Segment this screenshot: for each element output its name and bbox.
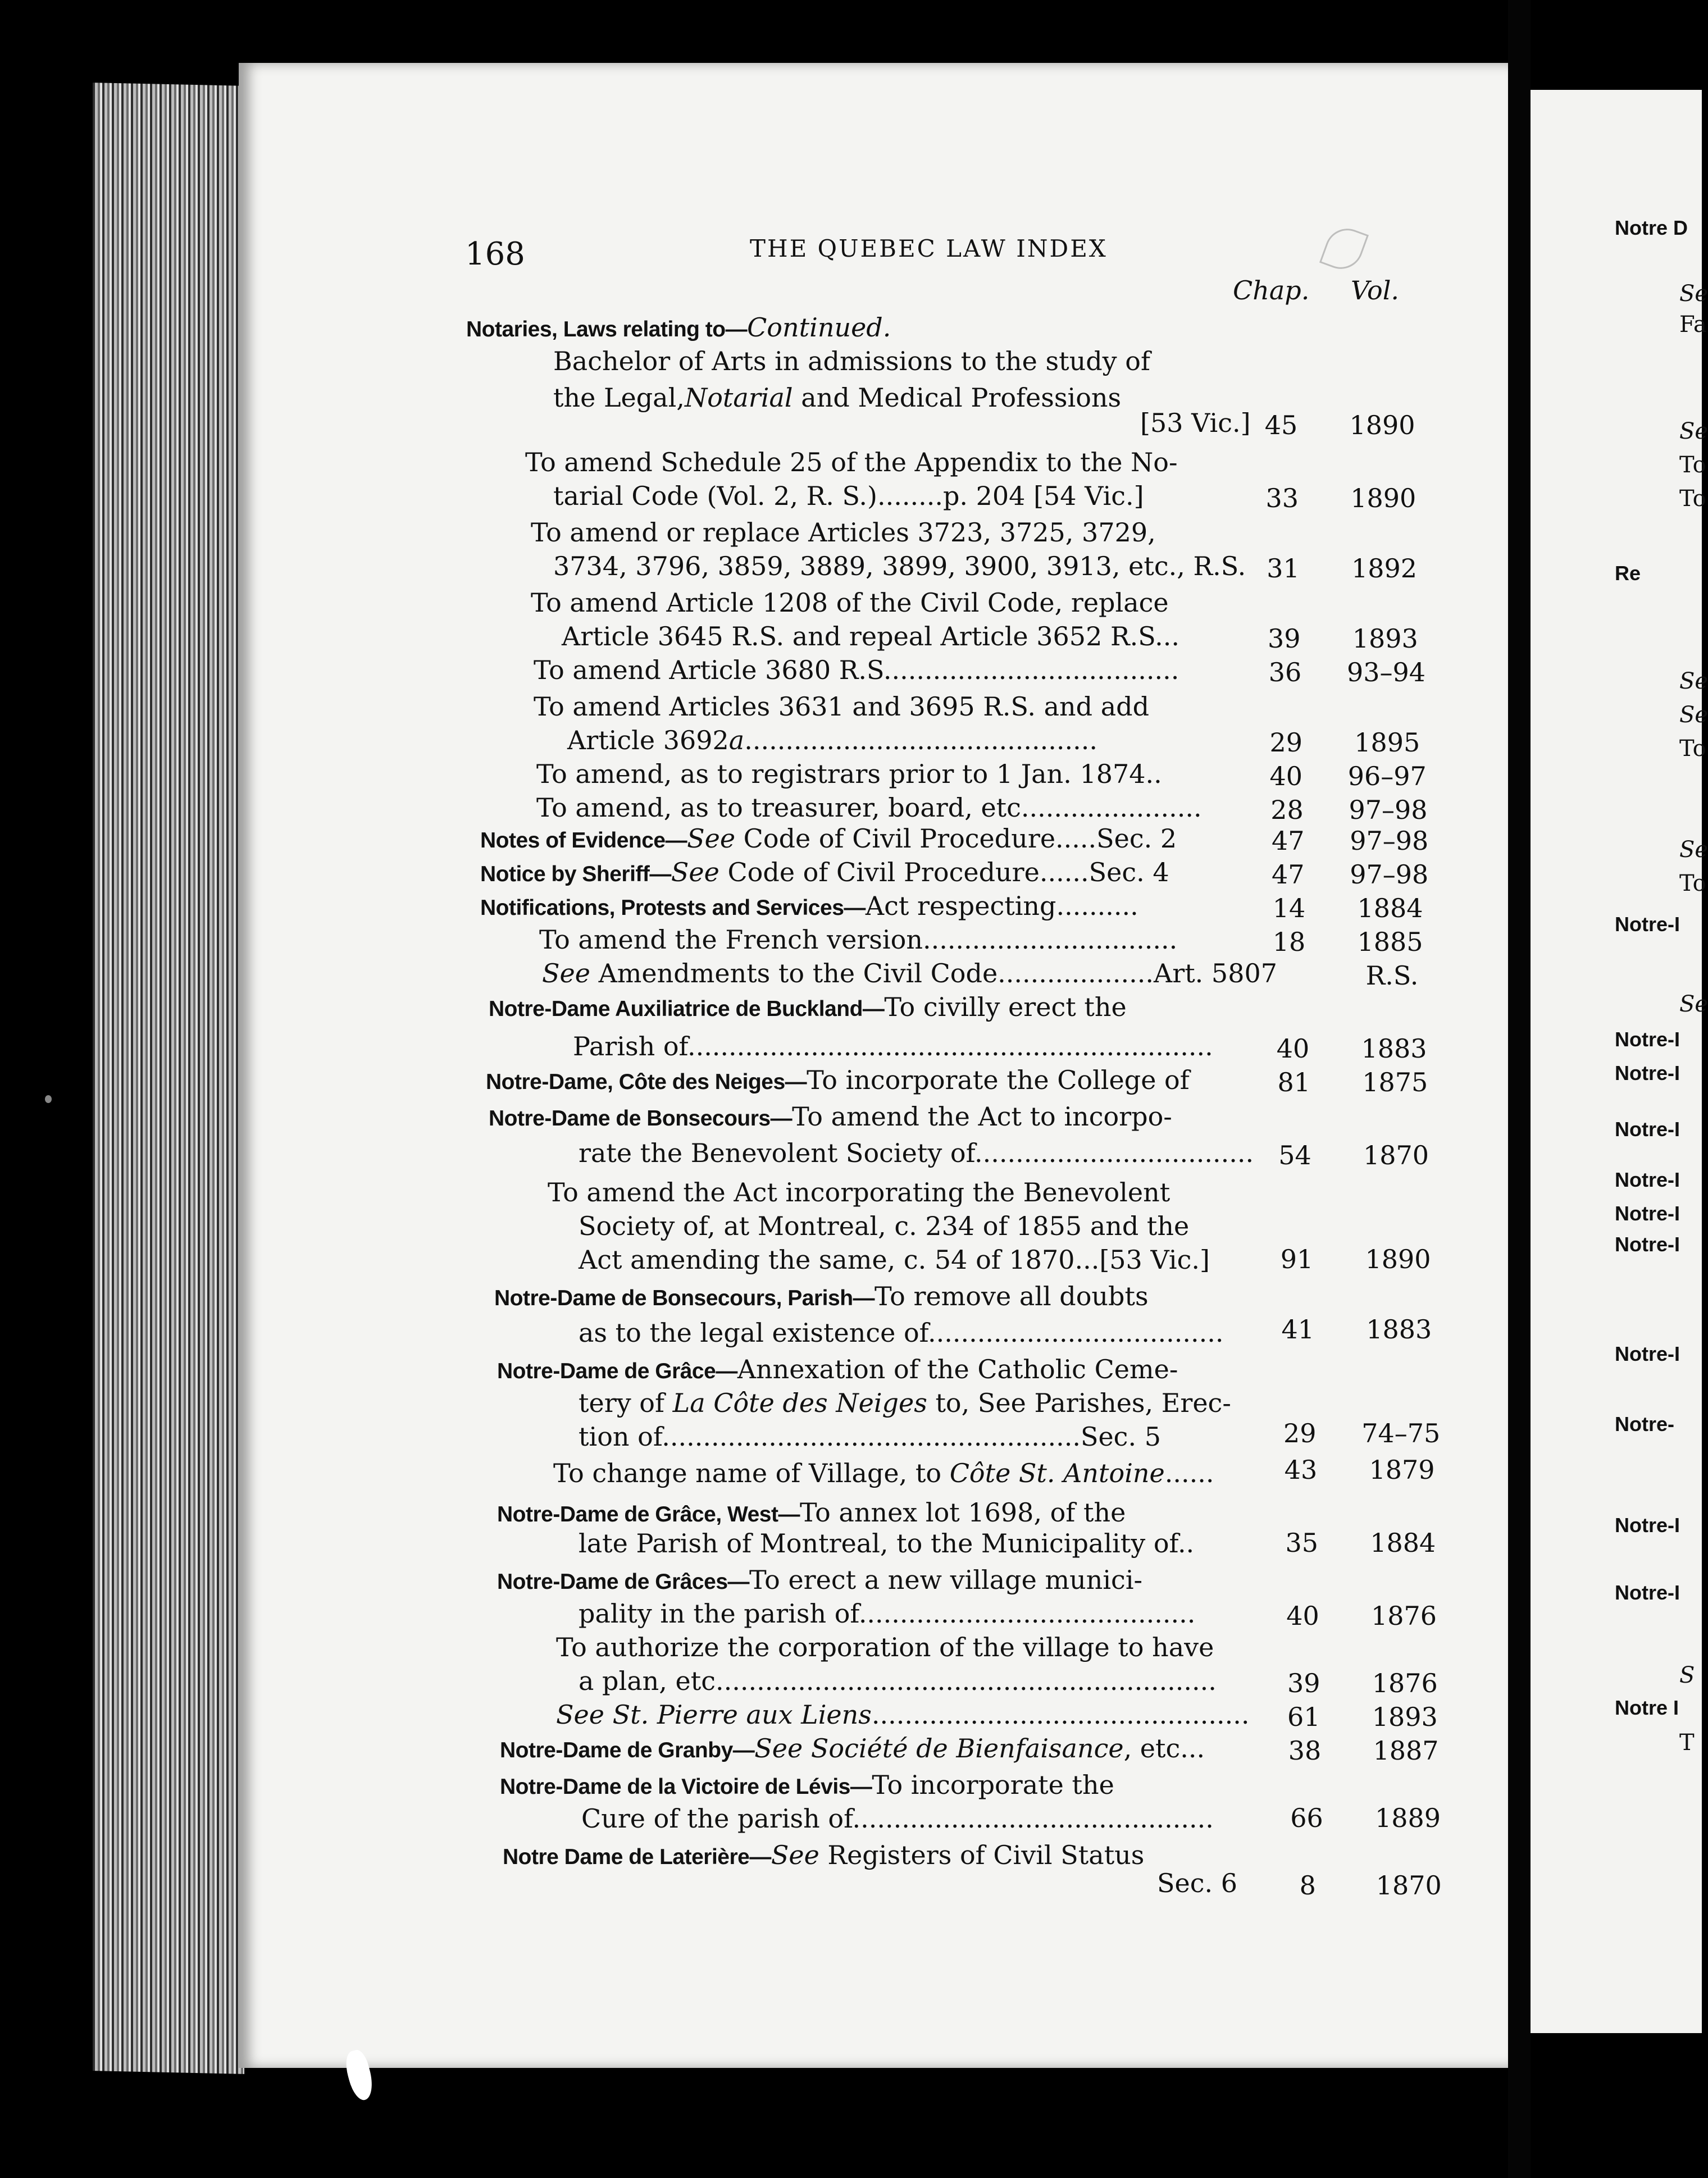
chapter-number: 81 xyxy=(1277,1067,1311,1097)
index-headword-line xyxy=(480,893,1138,919)
volume-year: 1883 xyxy=(1361,1033,1427,1064)
index-headword-line xyxy=(500,1772,1114,1798)
volume-year: 1876 xyxy=(1372,1668,1438,1698)
index-entry-line xyxy=(579,1421,1161,1452)
index-entry-line xyxy=(531,517,1156,548)
chapter-number: 91 xyxy=(1280,1244,1314,1274)
chapter-number: 39 xyxy=(1267,623,1301,654)
chapter-number: 41 xyxy=(1281,1314,1315,1345)
entry-italic-text: Côte St. Antoine xyxy=(949,1458,1165,1488)
entry-text-continued: ...... xyxy=(1164,1458,1214,1488)
book-page-edges xyxy=(93,83,244,2074)
chapter-number: 43 xyxy=(1284,1455,1318,1485)
index-headword-line xyxy=(497,1356,1178,1382)
volume-year: 1892 xyxy=(1351,553,1418,584)
chapter-number: 38 xyxy=(1288,1735,1322,1766)
entry-text-continued: Amendments to the Civil Code...................Art. 5807 xyxy=(590,958,1277,988)
index-entry-line xyxy=(573,1033,1213,1059)
entry-text: as to the legal existence of.................................... xyxy=(579,1318,1224,1348)
index-entry-line xyxy=(539,924,1178,955)
facing-page-fragment: Notre-I xyxy=(1615,1028,1680,1051)
entry-text: To amend, as to registrars prior to 1 Jan. 1874.. xyxy=(536,759,1162,789)
chapter-number: 14 xyxy=(1272,893,1306,923)
entry-text: Society of, at Montreal, c. 234 of 1855 and the xyxy=(579,1211,1190,1241)
facing-page-fragment: Notre-I xyxy=(1615,913,1680,936)
entry-text: 3734, 3796, 3859, 3889, 3899, 3900, 3913, etc., R.S. xyxy=(553,551,1246,581)
headword: Notre-Dame de Grâces— xyxy=(497,1570,750,1594)
headword: Notre-Dame de Grâce, West— xyxy=(497,1502,800,1527)
entry-text-continued: To amend the Act to incorpo- xyxy=(792,1101,1172,1132)
entry-text-continued: Annexation of the Catholic Ceme- xyxy=(737,1354,1178,1384)
index-entry-line xyxy=(553,483,1144,509)
entry-text: Bachelor of Arts in admissions to the study of xyxy=(553,346,1151,376)
entry-text: Cure of the parish of............................................ xyxy=(581,1803,1214,1834)
chapter-number: 33 xyxy=(1265,483,1299,513)
entry-text-continued: Act respecting.......... xyxy=(865,891,1138,921)
volume-year: 1884 xyxy=(1357,893,1423,923)
book-gutter xyxy=(1508,0,1531,2178)
index-entry-line xyxy=(536,792,1202,823)
facing-page-fragment: Re xyxy=(1615,562,1641,585)
index-headword-line xyxy=(466,312,891,343)
index-entry-line xyxy=(579,1668,1217,1694)
entry-italic-text: La Côte des Neiges xyxy=(672,1388,927,1418)
index-entry-line xyxy=(553,382,1122,413)
volume-year: 1889 xyxy=(1374,1803,1441,1833)
facing-page-fragment: To xyxy=(1679,736,1706,762)
entry-italic-text: See Société de Bienfaisance xyxy=(754,1733,1124,1764)
chapter-number: 36 xyxy=(1268,657,1302,687)
headword: Notifications, Protests and Services— xyxy=(480,896,866,920)
entry-text: Act amending the same, c. 54 of 1870...[53 Vic.] xyxy=(579,1245,1210,1275)
facing-page-fragment: Notre-I xyxy=(1615,1168,1680,1191)
volume-year: R.S. xyxy=(1365,960,1419,991)
entry-text-continued: To incorporate the xyxy=(872,1770,1114,1800)
entry-text-continued: and Medical Professions xyxy=(792,382,1122,413)
index-entry-line xyxy=(579,1140,1254,1166)
headword: Notre-Dame de Granby— xyxy=(500,1738,755,1762)
volume-year: 1875 xyxy=(1362,1067,1428,1097)
index-entry-line xyxy=(534,691,1150,722)
entry-text: rate the Benevolent Society of.................................. xyxy=(579,1138,1254,1168)
facing-page-fragment: Notre- xyxy=(1615,1412,1674,1436)
chapter-number: 18 xyxy=(1272,927,1306,957)
index-headword-line xyxy=(497,1567,1142,1593)
facing-page-fragment: To xyxy=(1679,486,1706,512)
chapter-number: 61 xyxy=(1287,1702,1320,1732)
facing-page-fragment: Se xyxy=(1679,281,1708,307)
entry-text: Article 3692 xyxy=(567,725,729,755)
facing-page-fragment: To xyxy=(1679,871,1706,896)
chapter-number: 40 xyxy=(1276,1033,1310,1064)
volume-year: 97–98 xyxy=(1350,826,1429,856)
index-headword-line xyxy=(480,823,1177,854)
facing-page-fragment: Notre-I xyxy=(1615,1202,1680,1225)
entry-text: Parish of................................................................ xyxy=(573,1031,1213,1061)
volume-year: 1893 xyxy=(1352,623,1418,654)
volume-year: 93–94 xyxy=(1346,657,1426,687)
entry-text: late Parish of Montreal, to the Municipality of.. xyxy=(579,1528,1195,1559)
chapter-number: 28 xyxy=(1270,795,1304,825)
volume-year: 1879 xyxy=(1369,1455,1435,1485)
volume-year: 1895 xyxy=(1354,727,1420,758)
entry-text-continued: To civilly erect the xyxy=(884,992,1127,1022)
chapter-number: 66 xyxy=(1290,1803,1323,1833)
headword: Notre-Dame, Côte des Neiges— xyxy=(486,1070,807,1094)
entry-text: [53 Vic.] xyxy=(1140,408,1251,438)
entry-text: To amend the French version............................... xyxy=(539,924,1178,955)
entry-text-continued: , etc... xyxy=(1123,1733,1205,1764)
facing-page-fragment: Notre-I xyxy=(1615,1514,1680,1537)
facing-page xyxy=(1531,90,1708,2033)
running-head: THE QUEBEC LAW INDEX xyxy=(750,235,1108,262)
entry-text-continued: Code of Civil Procedure......Sec. 4 xyxy=(719,857,1169,887)
index-entry-line xyxy=(553,553,1246,579)
headword: Notre Dame de Laterière— xyxy=(503,1845,771,1869)
entry-text: To amend Articles 3631 and 3695 R.S. and add xyxy=(534,691,1150,722)
chapter-number: 29 xyxy=(1283,1418,1317,1448)
entry-italic-text: See xyxy=(671,857,719,887)
entry-text: a plan, etc............................................................. xyxy=(579,1666,1217,1696)
chapter-number: 35 xyxy=(1285,1528,1319,1558)
volume-year: 1890 xyxy=(1365,1244,1431,1274)
index-headword-line xyxy=(489,1101,1172,1132)
volume-year: 1883 xyxy=(1366,1314,1432,1345)
index-headword-line xyxy=(489,994,1127,1020)
entry-text: the Legal, xyxy=(553,382,685,413)
facing-page-fragment: T xyxy=(1679,1730,1695,1756)
volume-year: 1890 xyxy=(1349,410,1415,440)
volume-year: 1887 xyxy=(1373,1735,1439,1766)
facing-page-fragment: Se xyxy=(1679,991,1708,1017)
index-entry-line xyxy=(525,449,1178,475)
volume-year: 97–98 xyxy=(1350,859,1429,890)
chapter-number: 29 xyxy=(1269,727,1303,758)
index-headword-line xyxy=(497,1497,1126,1528)
entry-text-continued: To erect a new village munici- xyxy=(749,1565,1143,1595)
index-headword-line xyxy=(494,1283,1149,1309)
entry-text-continued: Code of Civil Procedure.....Sec. 2 xyxy=(735,823,1177,854)
index-entry-line xyxy=(567,727,1097,753)
entry-text: pality in the parish of......................................... xyxy=(579,1598,1196,1629)
chapter-number: 45 xyxy=(1264,410,1298,440)
entry-text: To authorize the corporation of the village to have xyxy=(556,1632,1214,1662)
volume-year: 1870 xyxy=(1363,1140,1429,1170)
facing-page-fragment: S xyxy=(1679,1662,1695,1688)
headword: Notice by Sheriff— xyxy=(480,862,671,886)
entry-text: To amend Article 3680 R.S.................................... xyxy=(534,655,1179,685)
facing-page-fragment: To xyxy=(1679,452,1706,478)
facing-page-fragment: Se xyxy=(1679,418,1708,444)
entry-italic-text: See xyxy=(771,1840,819,1870)
chapter-number: 31 xyxy=(1267,553,1300,584)
volume-year: 97–98 xyxy=(1349,795,1428,825)
index-entry-line xyxy=(553,348,1150,374)
page-number: 168 xyxy=(465,236,525,272)
facing-page-fragment: Se xyxy=(1679,837,1708,863)
index-entry-line xyxy=(579,1320,1223,1346)
entry-italic-text: Notarial xyxy=(684,382,793,413)
facing-page-fragment: Notre D xyxy=(1615,216,1688,239)
index-entry-line xyxy=(548,1177,1170,1208)
entry-text-continued: ........................................... xyxy=(744,725,1097,755)
entry-text: tery of xyxy=(579,1388,673,1418)
entry-text: To change name of Village, to xyxy=(553,1458,950,1488)
index-headword-line xyxy=(503,1842,1144,1868)
index-entry-line xyxy=(556,1634,1214,1660)
index-entry-line xyxy=(581,1803,1214,1834)
entry-text: Article 3645 R.S. and repeal Article 3652 R.S... xyxy=(562,621,1179,651)
headword: Notre-Dame de Grâce— xyxy=(497,1359,737,1383)
headword: Notre-Dame Auxiliatrice de Buckland— xyxy=(489,997,885,1021)
entry-text-continued: to, See Parishes, Erec- xyxy=(927,1388,1231,1418)
index-entry-line xyxy=(536,761,1162,787)
headword: Notaries, Laws relating to— xyxy=(466,317,748,341)
facing-page-fragment: Se xyxy=(1679,668,1708,694)
entry-text: To amend Article 1208 of the Civil Code, replace xyxy=(531,587,1169,618)
entry-text: To amend or replace Articles 3723, 3725, 3729, xyxy=(531,517,1156,548)
chapter-number: 40 xyxy=(1269,761,1303,791)
index-headword-line xyxy=(486,1067,1190,1093)
volume-year: 74–75 xyxy=(1361,1418,1441,1448)
index-entry-line xyxy=(556,1699,1250,1730)
chapter-number: 47 xyxy=(1271,826,1305,856)
facing-page-fragment: Notre-I xyxy=(1615,1118,1680,1141)
chapter-number: 54 xyxy=(1278,1140,1311,1170)
entry-text: Sec. 6 xyxy=(1157,1868,1238,1898)
entry-text: To amend the Act incorporating the Benevolent xyxy=(548,1177,1170,1208)
index-entry-line xyxy=(531,587,1169,618)
entry-text-continued: Registers of Civil Status xyxy=(819,1840,1145,1870)
entry-text: To amend, as to treasurer, board, etc...................... xyxy=(536,792,1202,823)
facing-page-fragment: Notre-I xyxy=(1615,1233,1680,1256)
volume-year: 1893 xyxy=(1372,1702,1438,1732)
chapter-number: 39 xyxy=(1287,1668,1320,1698)
headword: Notre-Dame de la Victoire de Lévis— xyxy=(500,1775,872,1799)
entry-text-continued: To incorporate the College of xyxy=(807,1065,1190,1095)
index-entry-line xyxy=(1140,410,1251,436)
volume-year: 1870 xyxy=(1375,1870,1442,1901)
index-entry-line xyxy=(579,1528,1195,1559)
volume-year: 1876 xyxy=(1370,1601,1437,1631)
index-entry-line xyxy=(579,1247,1210,1273)
entry-text-continued: .............................................. xyxy=(871,1699,1250,1730)
entry-italic-text: a xyxy=(728,725,745,755)
chapter-number: 8 xyxy=(1299,1870,1316,1901)
volume-year: 1885 xyxy=(1357,927,1423,957)
index-headword-line xyxy=(480,859,1169,885)
index-entry-line xyxy=(562,623,1179,649)
index-entry-line xyxy=(534,657,1179,683)
facing-page-fragment: Notre-I xyxy=(1615,1342,1680,1365)
volume-year: 1884 xyxy=(1370,1528,1436,1558)
chapter-number: 47 xyxy=(1271,859,1305,890)
entry-text: tarial Code (Vol. 2, R. S.)........p. 204 [54 Vic.] xyxy=(553,481,1144,511)
entry-text: To amend Schedule 25 of the Appendix to the No- xyxy=(525,447,1178,477)
facing-page-fragment: Fa xyxy=(1679,312,1707,338)
facing-page-fragment: Notre-I xyxy=(1615,1061,1680,1085)
entry-italic-text: See xyxy=(687,823,736,854)
headword: Notes of Evidence— xyxy=(480,828,687,853)
volume-year: 96–97 xyxy=(1347,761,1427,791)
index-entry-line xyxy=(1157,1870,1237,1896)
index-entry-line xyxy=(579,1598,1196,1629)
entry-text-continued: To remove all doubts xyxy=(875,1281,1149,1311)
index-entry-line xyxy=(553,1460,1214,1486)
index-headword-line xyxy=(500,1733,1205,1764)
index-entry-line xyxy=(579,1390,1231,1416)
column-header-vol: Vol. xyxy=(1351,275,1400,306)
headword: Notre-Dame de Bonsecours, Parish— xyxy=(494,1286,875,1310)
entry-italic-text: Continued. xyxy=(747,312,891,343)
column-header-chap: Chap. xyxy=(1233,275,1310,306)
index-entry-line xyxy=(579,1213,1189,1239)
entry-italic-text: See St. Pierre aux Liens xyxy=(556,1699,872,1730)
entry-text-continued: To annex lot 1698, of the xyxy=(799,1497,1126,1528)
index-entry-line xyxy=(542,960,1277,986)
facing-page-fragment: Notre-I xyxy=(1615,1581,1680,1604)
entry-text: tion of...................................................Sec. 5 xyxy=(579,1421,1161,1452)
facing-page-fragment: Notre I xyxy=(1615,1696,1679,1719)
facing-page-fragment: Se xyxy=(1679,702,1708,728)
entry-italic-text: See xyxy=(542,958,590,988)
volume-year: 1890 xyxy=(1350,483,1416,513)
chapter-number: 40 xyxy=(1286,1601,1319,1631)
headword: Notre-Dame de Bonsecours— xyxy=(489,1106,792,1131)
dust-speck xyxy=(45,1095,52,1103)
